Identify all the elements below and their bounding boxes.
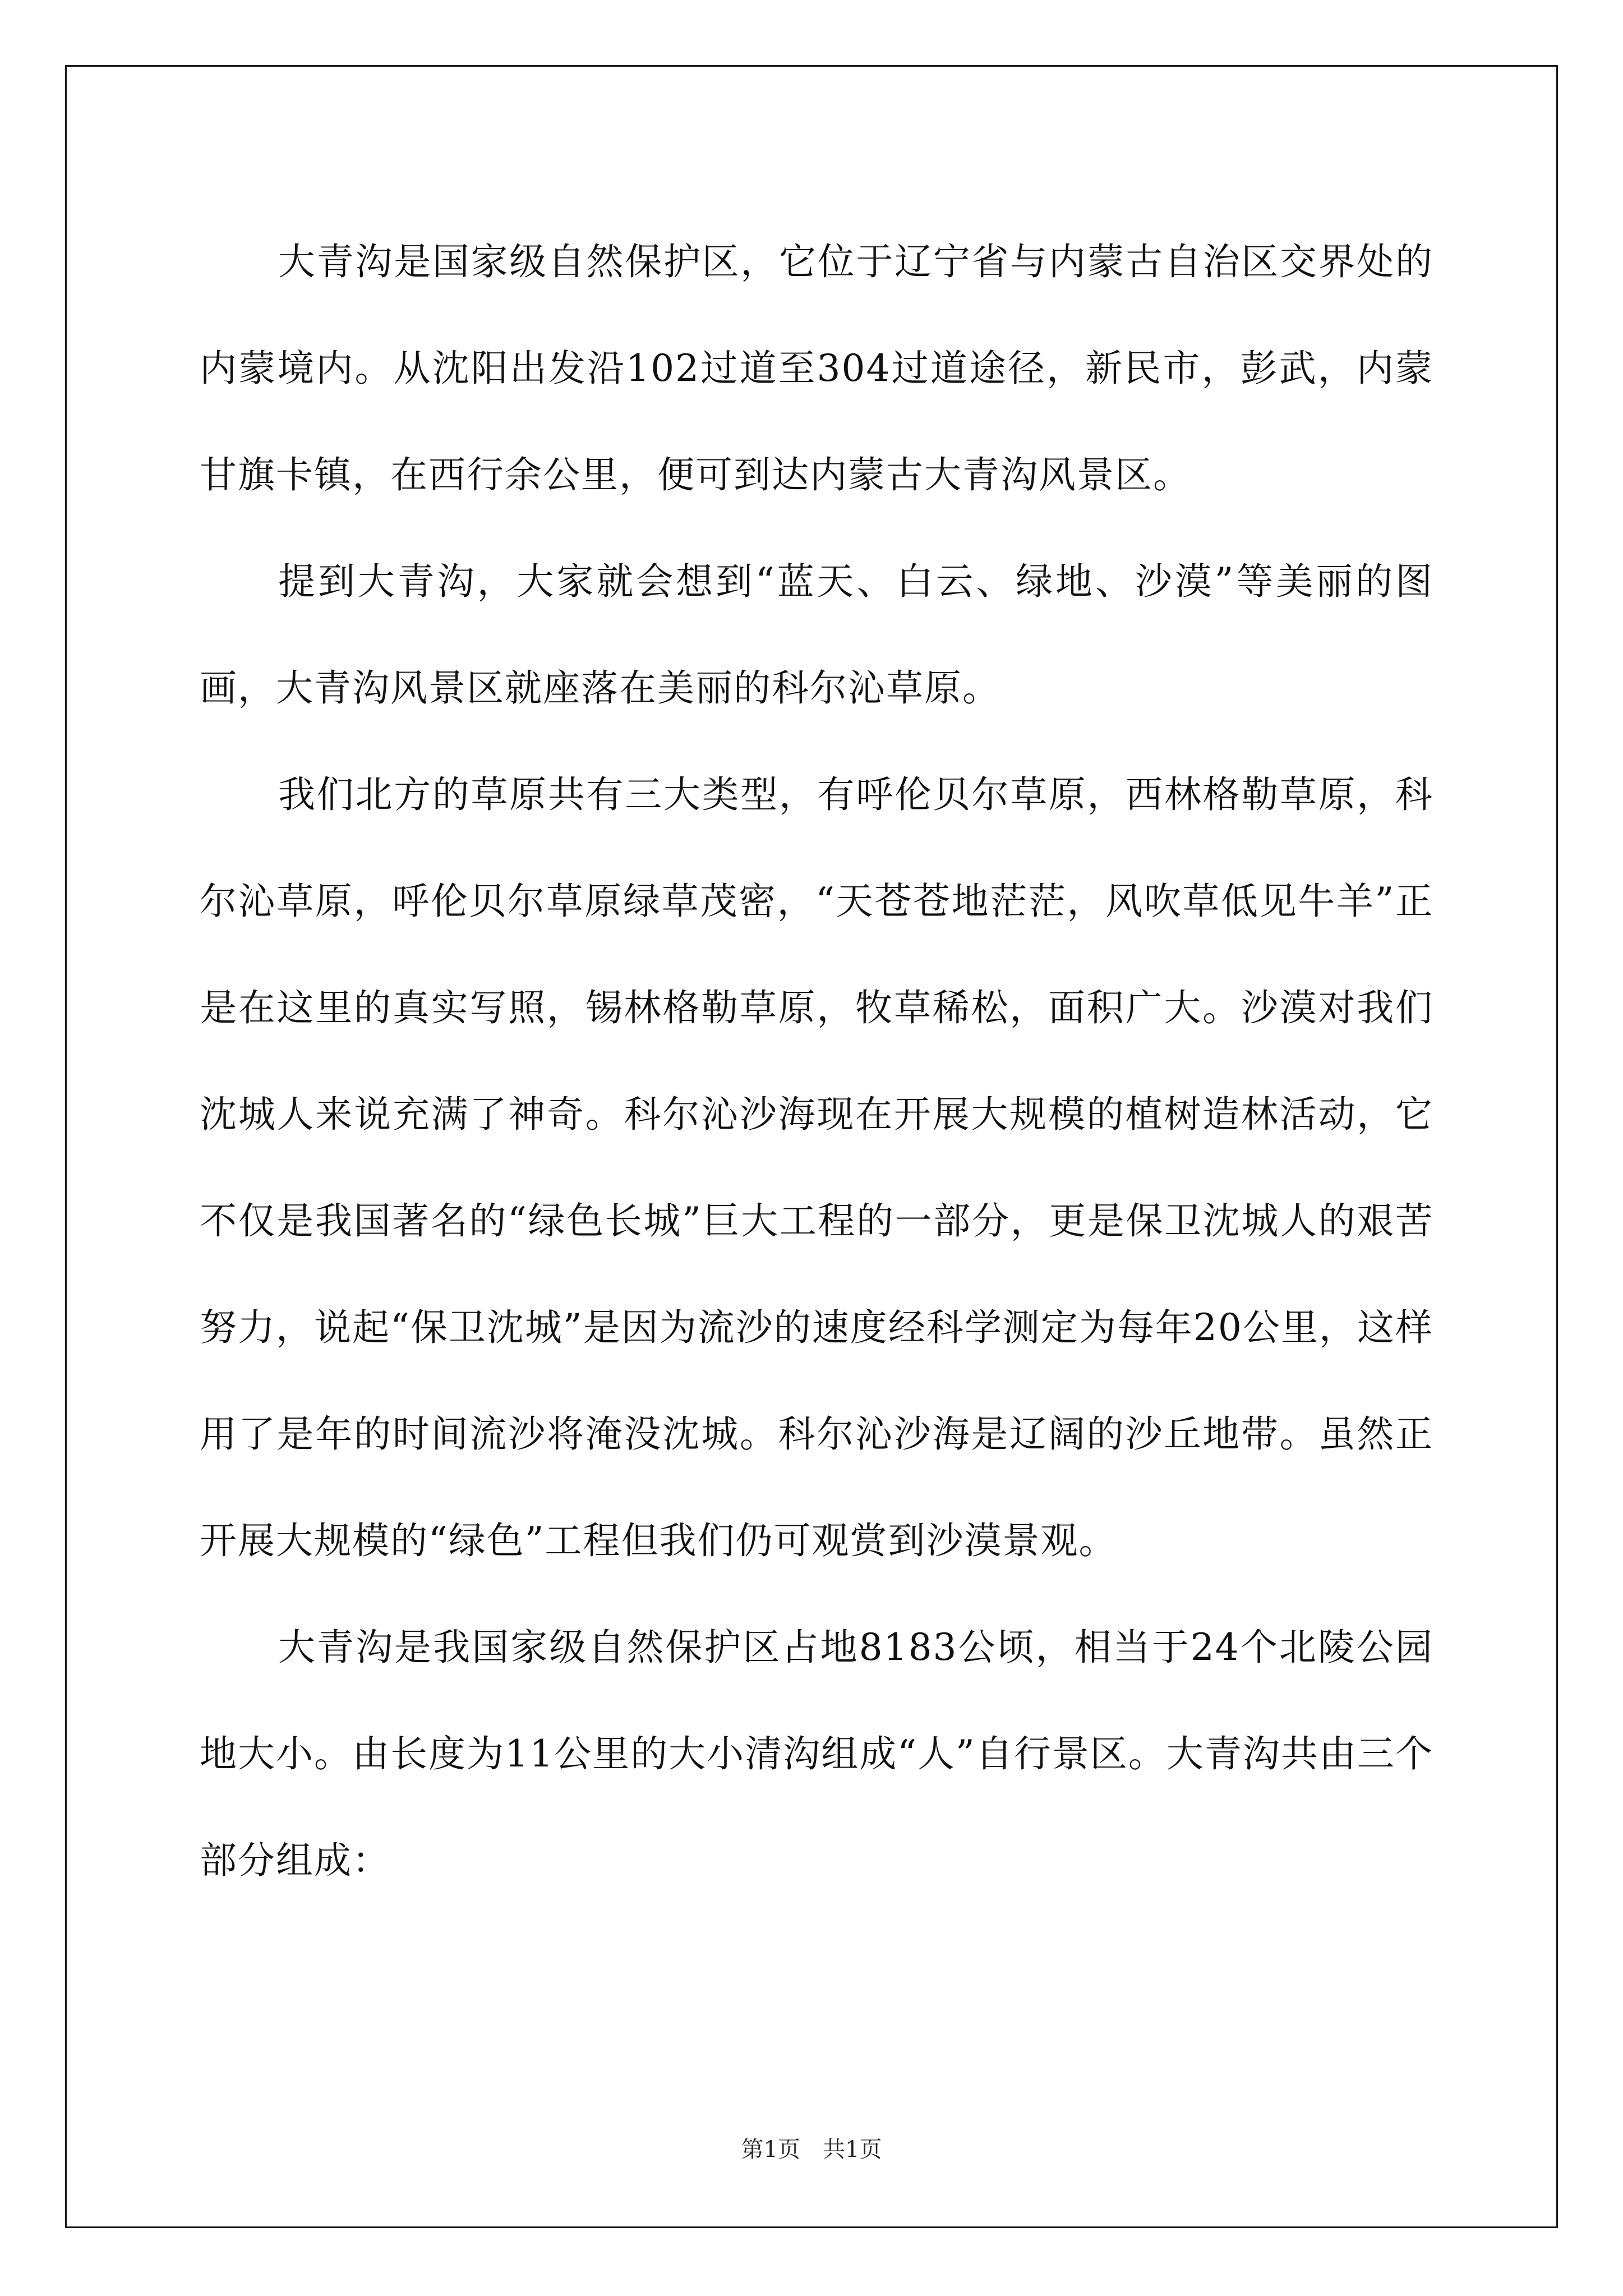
document-body <box>200 209 1433 1914</box>
paragraph-2: 提到大青沟，大家就会想到“蓝天、白云、绿地、沙漠”等美丽的图画，大青沟风景区就座落在美丽的科尔沁草原。 <box>200 560 1433 710</box>
paragraph-4: 大青沟是我国家级自然保护区占地8183公顷，相当于24个北陵公园地大小。由长度为11公里的大小清沟组成“人”自行景区。大青沟共由三个部分组成： <box>200 1626 1433 1882</box>
page-footer <box>0 2132 1623 2164</box>
paragraph-3: 我们北方的草原共有三大类型，有呼伦贝尔草原，西林格勒草原，科尔沁草原，呼伦贝尔草原绿草茂密，“天苍苍地茫茫，风吹草低见牛羊”正是在这里的真实写照，锡林格勒草原，牧草稀松，面积广大。沙漠对我们沈城人来说充满了神奇。科尔沁沙海现在开展大规模的植树造林活动，它不仅是我国著名的“绿色长城”巨大工程的一部分，更是保卫沈城人的艰苦努力，说起“保卫沈城”是因为流沙的速度经科学测定为每年20公里，这样用了是年的时间流沙将淹没沈城。科尔沁沙海是辽阔的沙丘地带。虽然正开展大规模的“绿色”工程但我们仍可观赏到沙漠景观。 <box>200 773 1433 1562</box>
paragraph-1: 大青沟是国家级自然保护区，它位于辽宁省与内蒙古自治区交界处的内蒙境内。从沈阳出发沿102过道至304过道途径，新民市，彭武，内蒙甘旗卡镇，在西行余公里，便可到达内蒙古大青沟风景区。 <box>200 240 1433 496</box>
page-number: 第1页 共1页 <box>741 2137 882 2162</box>
